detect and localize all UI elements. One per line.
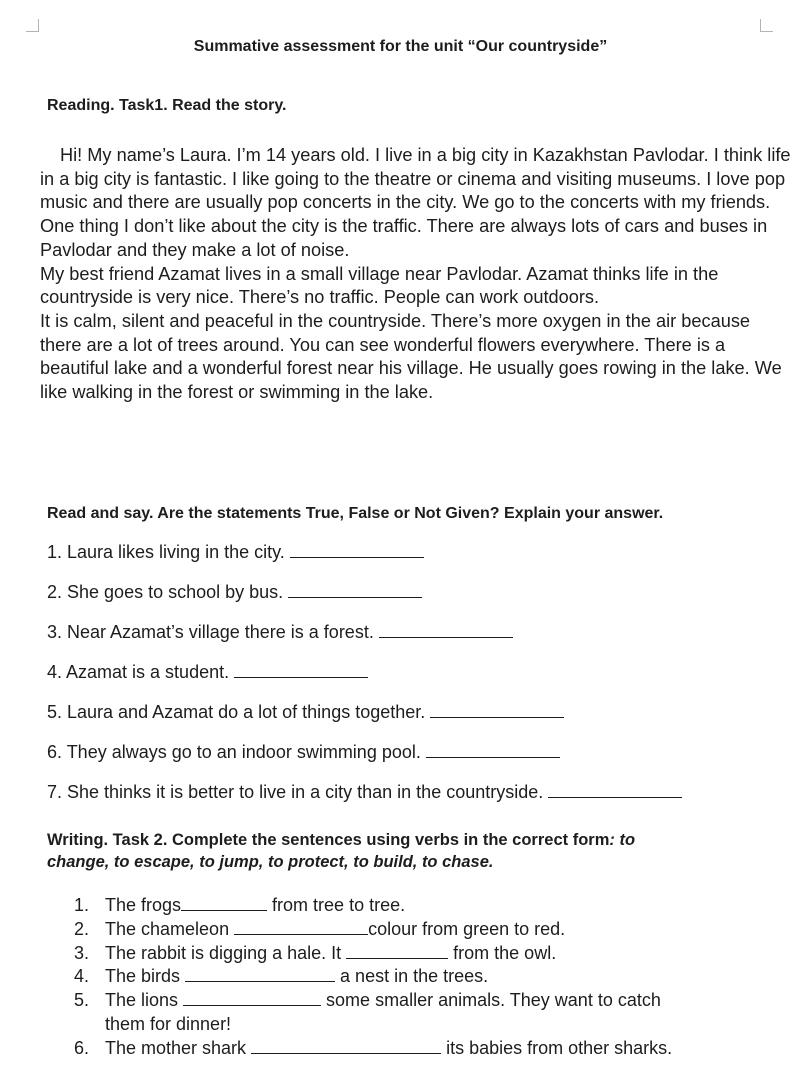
statement-text: 1. Laura likes living in the city. bbox=[47, 542, 285, 562]
answer-blank[interactable] bbox=[183, 991, 321, 1006]
writing-list bbox=[74, 894, 672, 1061]
item-number: 4. bbox=[74, 966, 90, 987]
sentence-start: The rabbit is digging a hale. It bbox=[105, 942, 347, 963]
statement-text: 4. Azamat is a student. bbox=[47, 662, 230, 682]
sentence-end: from tree to tree. bbox=[267, 895, 406, 915]
story-paragraph: Hi! My name’s Laura. I’m 14 years old. I live in a big city in Kazakhstan Pavlodar. I think life in a big city is fantastic. I like going to the theatre or cinema and visiting museums. I love pop music and there are usually pop concerts in the city. We go to the concerts with my friends. bbox=[40, 145, 791, 213]
sentence-end: from the owl. bbox=[448, 942, 557, 963]
sentence-end: some smaller animals. They want to catch bbox=[321, 990, 661, 1011]
item-number: 6. bbox=[74, 1037, 90, 1058]
corner-mark-right bbox=[760, 19, 773, 32]
story-paragraph: My best friend Azamat lives in a small village near Pavlodar. Azamat thinks life in the countryside is very nice. There’s no traffic. People can work outdoors. bbox=[40, 263, 719, 308]
answer-blank[interactable] bbox=[181, 896, 267, 911]
answer-blank[interactable] bbox=[290, 543, 424, 558]
statement-text: 5. Laura and Azamat do a lot of things together. bbox=[47, 702, 426, 722]
statement-item bbox=[47, 582, 422, 603]
sentence-start: The birds bbox=[105, 966, 186, 987]
answer-blank[interactable] bbox=[379, 623, 513, 638]
item-number: 2. bbox=[74, 918, 90, 939]
task1-heading: Reading. Task1. Read the story. bbox=[47, 97, 287, 114]
task2-heading-text: Writing. Task 2. Complete the sentences using verbs in the correct form bbox=[47, 831, 610, 849]
statement-item bbox=[47, 542, 424, 563]
story-text bbox=[40, 144, 792, 405]
answer-blank[interactable] bbox=[346, 944, 448, 959]
writing-item bbox=[74, 989, 672, 1013]
answer-blank[interactable] bbox=[430, 703, 564, 718]
sentence-start: The lions bbox=[105, 990, 184, 1011]
sentence-start: The frogs bbox=[105, 895, 182, 915]
answer-blank[interactable] bbox=[426, 743, 560, 758]
statement-text: 2. She goes to school by bus. bbox=[47, 582, 284, 602]
story-paragraph: One thing I don’t like about the city is the traffic. There are always lots of cars and buses in Pavlodar and they make a lot of noise. bbox=[40, 216, 768, 260]
task2-heading bbox=[47, 829, 635, 873]
sentence-end: colour from green to red. bbox=[368, 918, 566, 939]
statement-text: 3. Near Azamat’s village there is a forest. bbox=[47, 622, 374, 642]
sentence-start: The mother shark bbox=[105, 1037, 252, 1058]
answer-blank[interactable] bbox=[234, 663, 368, 678]
writing-item bbox=[74, 918, 672, 942]
statement-item bbox=[47, 742, 560, 763]
writing-item bbox=[74, 894, 672, 918]
task2-verbs-first: to bbox=[614, 831, 636, 849]
answer-blank[interactable] bbox=[288, 583, 422, 598]
answer-blank[interactable] bbox=[185, 967, 335, 982]
item-number: 3. bbox=[74, 942, 90, 963]
statement-item bbox=[47, 702, 564, 723]
statement-text: 7. She thinks it is better to live in a city than in the countryside. bbox=[47, 782, 544, 802]
story-paragraph: It is calm, silent and peaceful in the countryside. There’s more oxygen in the air because there are a lot of trees around. You can see wonderful flowers everywhere. There is a beautiful lake and a wonderful forest near his village. He usually goes rowing in the lake. We like walking in the forest or swimming in the lake. bbox=[40, 310, 782, 403]
item-number: 5. bbox=[74, 990, 90, 1011]
answer-blank[interactable] bbox=[234, 920, 368, 935]
corner-mark-left bbox=[26, 19, 39, 32]
answer-blank[interactable] bbox=[251, 1039, 441, 1054]
task2-verbs: change, to escape, to jump, to protect, to build, to chase. bbox=[47, 853, 494, 871]
sentence-end: a nest in the trees. bbox=[335, 966, 489, 987]
sentence-start: The chameleon bbox=[105, 918, 235, 939]
task2-colon: : bbox=[609, 831, 615, 849]
statement-item bbox=[47, 662, 368, 683]
sentence-end: its babies from other sharks. bbox=[441, 1037, 673, 1058]
statement-item bbox=[47, 622, 513, 643]
writing-item bbox=[74, 965, 672, 989]
page-title: Summative assessment for the unit “Our countryside” bbox=[193, 38, 608, 55]
item-number: 1. bbox=[74, 895, 90, 915]
writing-item bbox=[74, 942, 672, 966]
writing-item bbox=[74, 1037, 672, 1061]
statement-item bbox=[47, 782, 682, 803]
statements-instruction: Read and say. Are the statements True, False or Not Given? Explain your answer. bbox=[47, 505, 664, 522]
answer-blank[interactable] bbox=[548, 783, 682, 798]
statement-text: 6. They always go to an indoor swimming pool. bbox=[47, 742, 421, 762]
writing-item-continuation: them for dinner! bbox=[105, 1013, 232, 1034]
